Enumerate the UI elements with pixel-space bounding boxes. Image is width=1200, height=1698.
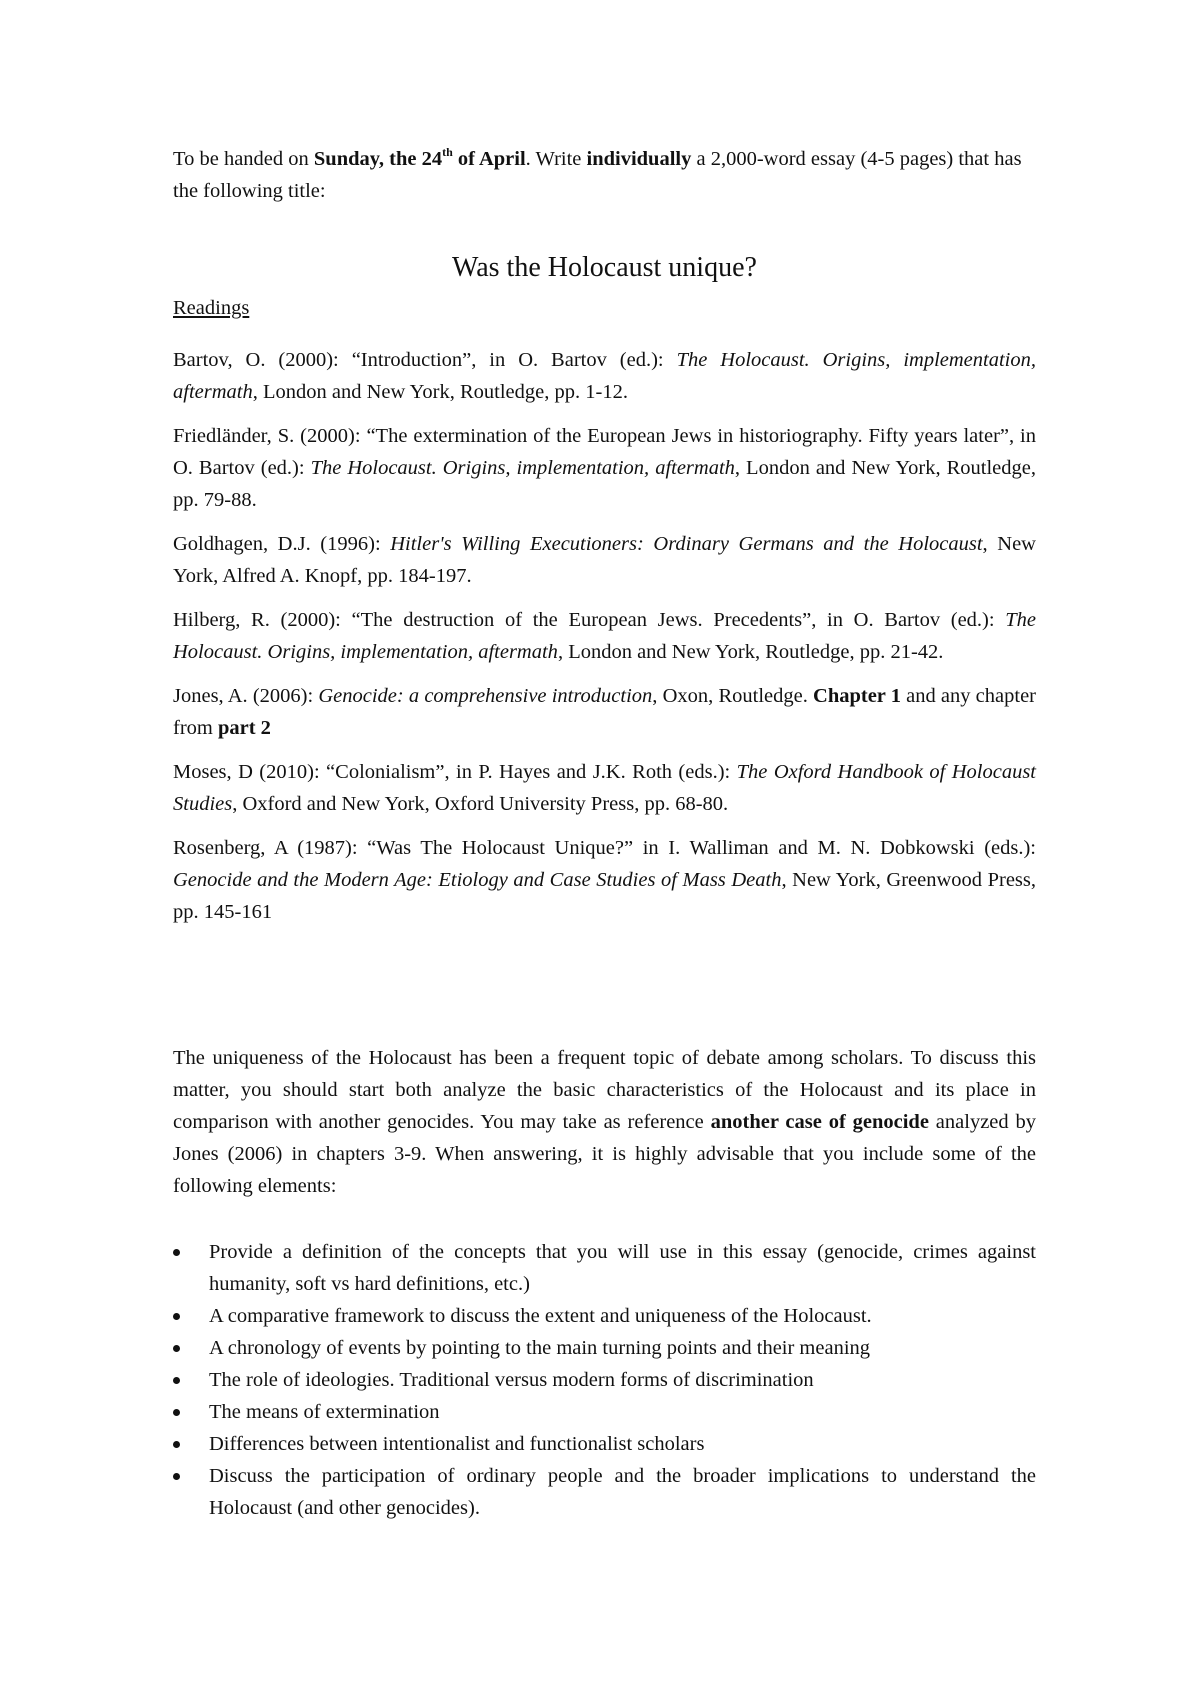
list-item: Differences between intentionalist and functionalist scholars	[173, 1428, 1036, 1460]
intro-text: To be handed on	[173, 148, 314, 170]
bullet-icon	[173, 1377, 180, 1384]
ordinal-suffix: th	[442, 145, 453, 159]
genocide-case-emphasis: another case of genocide	[710, 1111, 929, 1133]
list-item: Discuss the participation of ordinary people and the broader implications to understand the Holocaust (and other genocides).	[173, 1460, 1036, 1524]
reference-goldhagen: Goldhagen, D.J. (1996): Hitler's Willing Executioners: Ordinary Germans and the Holocaust, New York, Alfred A. Knopf, pp. 184-197.	[173, 533, 1036, 587]
reference-hilberg: Hilberg, R. (2000): “The destruction of the European Jews. Precedents”, in O. Bartov (ed.): The Holocaust. Origins, implementation, aftermath, London and New York, Routledge, pp. 21-42.	[173, 609, 1036, 663]
list-item: The means of extermination	[173, 1396, 1036, 1428]
reference-friedlander: Friedländer, S. (2000): “The extermination of the European Jews in historiography. Fifty years later”, in O. Bartov (ed.): The Holocaust. Origins, implementation, aftermath, London and New York, Routledge, pp. 79-88.	[173, 425, 1036, 511]
bullet-icon	[173, 1409, 180, 1416]
reference-rosenberg: Rosenberg, A (1987): “Was The Holocaust Unique?” in I. Walliman and M. N. Dobkowski (eds.): Genocide and the Modern Age: Etiology and Case Studies of Mass Death, New York, Greenwood Press, pp. 145-161	[173, 837, 1036, 923]
reference-jones: Jones, A. (2006): Genocide: a comprehensive introduction, Oxon, Routledge. Chapter 1 and any chapter from part 2	[173, 685, 1036, 739]
bullet-icon	[173, 1345, 180, 1352]
essay-title: Was the Holocaust unique?	[452, 252, 757, 283]
due-date: Sunday, the 24th of April	[313, 145, 526, 170]
bullet-icon	[173, 1473, 180, 1480]
elements-list	[173, 1236, 1036, 1524]
bullet-icon	[173, 1313, 180, 1320]
reference-moses: Moses, D (2010): “Colonialism”, in P. Hayes and J.K. Roth (eds.): The Oxford Handbook of Holocaust Studies, Oxford and New York, Oxford University Press, pp. 68-80.	[173, 761, 1037, 815]
intro-paragraph: To be handed on Sunday, the 24th of April. Write individually a 2,000-word essay (4-5 pages) that has the following title:	[173, 145, 1022, 202]
individually-emphasis: individually	[586, 148, 692, 170]
reference-bartov: Bartov, O. (2000): “Introduction”, in O. Bartov (ed.): The Holocaust. Origins, implementation, aftermath, London and New York, Routledge, pp. 1-12.	[173, 349, 1036, 403]
instructions-paragraph: The uniqueness of the Holocaust has been a frequent topic of debate among scholars. To discuss this matter, you should start both analyze the basic characteristics of the Holocaust and its place in comparison with another genocides. You may take as reference another case of genocide analyzed by Jones (2006) in chapters 3-9. When answering, it is highly advisable that you include some of the following elements:	[173, 1047, 1036, 1197]
list-item: The role of ideologies. Traditional versus modern forms of discrimination	[173, 1364, 1036, 1396]
bullet-icon	[173, 1249, 180, 1256]
readings-heading: Readings	[173, 297, 250, 319]
list-item: A chronology of events by pointing to the main turning points and their meaning	[173, 1332, 1036, 1364]
bullet-icon	[173, 1441, 180, 1448]
list-item: Provide a definition of the concepts that you will use in this essay (genocide, crimes against humanity, soft vs hard definitions, etc.)	[173, 1236, 1036, 1300]
readings-list	[173, 344, 1036, 940]
list-item: A comparative framework to discuss the extent and uniqueness of the Holocaust.	[173, 1300, 1036, 1332]
